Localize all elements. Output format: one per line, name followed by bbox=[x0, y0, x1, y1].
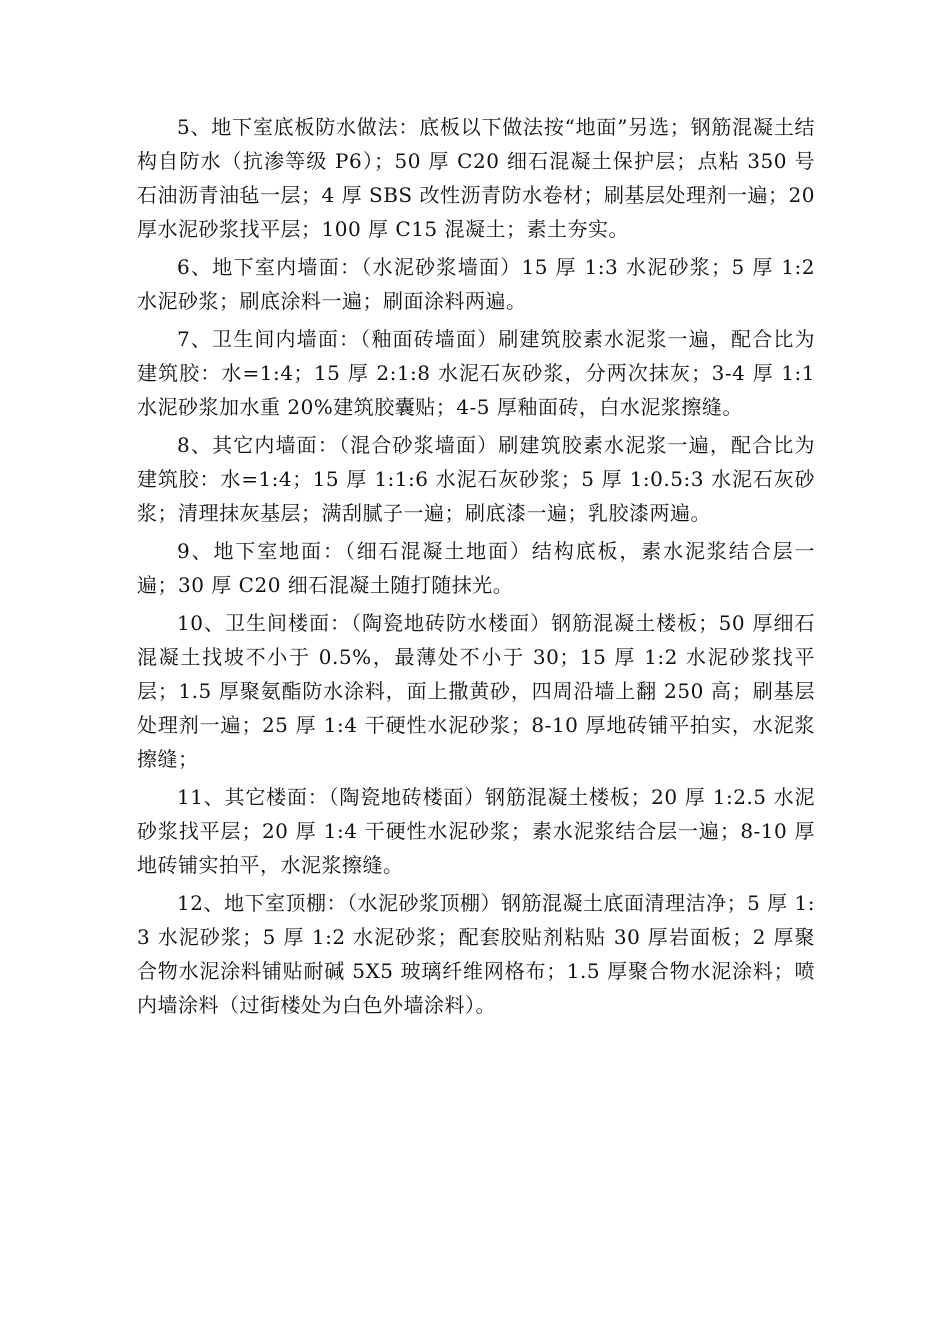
document-body bbox=[137, 110, 815, 1026]
paragraph-basement-floor-waterproofing: 5、地下室底板防水做法：底板以下做法按“地面”另选；钢筋混凝土结构自防水（抗渗等级 P6）；50 厚 C20 细石混凝土保护层；点粘 350 号石油沥青油毡一层；4 厚 SBS 改性沥青防水卷材；刷基层处理剂一遍；20 厚水泥砂浆找平层；100 厚 C15 混凝土；素土夯实。 bbox=[137, 115, 815, 241]
paragraph-bathroom-floor: 10、卫生间楼面：（陶瓷地砖防水楼面）钢筋混凝土楼板；50 厚细石混凝土找坡不小于 0.5%，最薄处不小于 30；15 厚 1:2 水泥砂浆找平层；1.5 厚聚氨酯防水涂料，面上撒黄砂，四周沿墙上翻 250 高；刷基层处理剂一遍；25 厚 1:4 干硬性水泥砂浆；8-10 厚地砖铺平拍实，水泥浆擦缝； bbox=[137, 611, 815, 771]
paragraph-other-floor: 11、其它楼面：（陶瓷地砖楼面）钢筋混凝土楼板；20 厚 1:2.5 水泥砂浆找平层；20 厚 1:4 干硬性水泥砂浆；素水泥浆结合层一遍；8-10 厚地砖铺实拍平，水泥浆擦缝。 bbox=[137, 785, 815, 877]
paragraph-basement-interior-wall: 6、地下室内墙面：（水泥砂浆墙面）15 厚 1:3 水泥砂浆；5 厚 1:2 水泥砂浆；刷底涂料一遍；刷面涂料两遍。 bbox=[137, 255, 815, 313]
paragraph-bathroom-interior-wall: 7、卫生间内墙面：（釉面砖墙面）刷建筑胶素水泥浆一遍，配合比为建筑胶：水=1:4；15 厚 2:1:8 水泥石灰砂浆，分两次抹灰；3-4 厚 1:1 水泥砂浆加水重 20%建筑胶囊贴；4-5 厚釉面砖，白水泥浆擦缝。 bbox=[137, 327, 815, 419]
paragraph-basement-ceiling: 12、地下室顶棚：（水泥砂浆顶棚）钢筋混凝土底面清理洁净；5 厚 1:3 水泥砂浆；5 厚 1:2 水泥砂浆；配套胶贴剂粘贴 30 厚岩面板；2 厚聚合物水泥涂料铺贴耐碱 5X5 玻璃纤维网格布；1.5 厚聚合物水泥涂料；喷内墙涂料（过街楼处为白色外墙涂料）。 bbox=[137, 891, 815, 1017]
paragraph-basement-ground: 9、地下室地面：（细石混凝土地面）结构底板，素水泥浆结合层一遍；30 厚 C20 细石混凝土随打随抹光。 bbox=[137, 539, 815, 597]
paragraph-other-interior-wall: 8、其它内墙面：（混合砂浆墙面）刷建筑胶素水泥浆一遍，配合比为建筑胶：水=1:4；15 厚 1:1:6 水泥石灰砂浆；5 厚 1:0.5:3 水泥石灰砂浆；清理抹灰基层；满刮腻子一遍；刷底漆一遍；乳胶漆两遍。 bbox=[137, 433, 815, 525]
